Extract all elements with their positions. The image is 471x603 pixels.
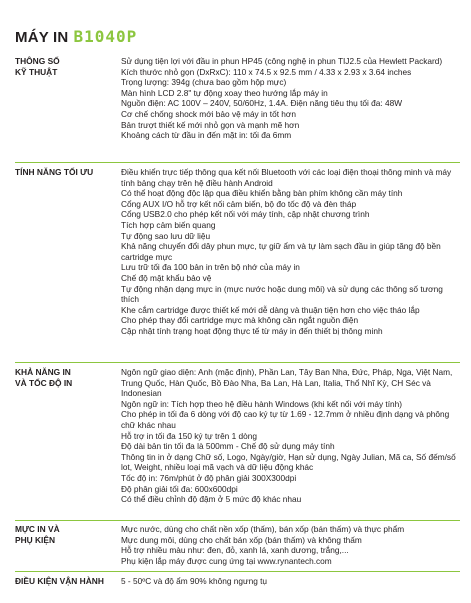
spec-line: Kích thước nhỏ gọn (DxRxC): 110 x 74.5 x 92.5 mm / 4.33 x 2.93 x 3.64 inches	[121, 66, 412, 77]
capability-line: Độ dài bản tin tối đa là 500mm - Chế độ sử dụng máy tính	[121, 441, 335, 452]
capability-line: Ngôn ngữ in: Tích hợp theo hệ điều hành Windows (khi kết nối với máy tính)	[121, 398, 403, 409]
section-body	[121, 576, 459, 587]
section-divider	[15, 362, 460, 363]
section-label	[15, 524, 120, 545]
label-line: MỰC IN VÀ	[15, 524, 60, 534]
feature-line: Khả năng chuyển đổi dây phun mực, tự giữ ẩm và tự làm sạch đầu in giúp tăng độ bền cartridge mực	[121, 241, 441, 262]
section-body	[121, 367, 459, 505]
capability-line: Tốc độ in: 76m/phút ở độ phân giải 300X300dpi	[121, 472, 297, 483]
capability-line: Độ phân giải tối đa: 600x600dpi	[121, 483, 238, 494]
section-label	[15, 56, 120, 77]
label-line: VÀ TỐC ĐỘ IN	[15, 377, 73, 388]
label-line: KHẢ NĂNG IN	[15, 367, 71, 377]
spec-line: Sử dụng tiện lợi với đầu in phun HP45 (công nghệ in phun TIJ2.5 của Hewlett Packard)	[121, 56, 443, 66]
page-title	[15, 27, 137, 47]
capability-line: Cho phép in tối đa 6 dòng với độ cao ký tự từ 1.69 - 12.7mm ở nhiều định dạng và phông chữ khác nhau	[121, 409, 450, 430]
ink-line: Mực nước, dùng cho chất nền xốp (thấm), bán xốp (bán thấm) và thực phẩm	[121, 524, 405, 534]
feature-line: Cập nhật tính trạng hoạt động thực tế từ máy in đến thiết bị thông minh	[121, 325, 383, 336]
title-prefix: MÁY IN	[15, 29, 69, 46]
feature-line: Cổng AUX I/O hỗ trợ kết nối cảm biến, bộ đo tốc độ và đèn tháp	[121, 198, 357, 209]
section-body	[121, 167, 459, 337]
ink-line: Hỗ trợ nhiều màu như: đen, đỏ, xanh lá, xanh dương, trắng,...	[121, 545, 349, 556]
label-line: ĐIỀU KIỆN VẬN HÀNH	[15, 576, 104, 586]
feature-line: Chế độ mật khẩu bảo vệ	[121, 272, 212, 283]
label-line: PHỤ KIỆN	[15, 534, 56, 545]
feature-line: Điều khiển trực tiếp thông qua kết nối Bluetooth với các loại điện thoại thông minh và máy tính bảng chạy trên hệ điều hành Android	[121, 167, 452, 188]
condition-line: 5 - 50ºC và độ ẩm 90% không ngưng tụ	[121, 576, 268, 586]
section-divider	[15, 571, 460, 572]
section-body	[121, 56, 459, 141]
section-label	[15, 576, 120, 587]
feature-line: Lưu trữ tối đa 100 bản in trên bộ nhớ của máy in	[121, 262, 300, 273]
model-code: B1040P	[73, 27, 138, 46]
feature-line: Tự động nhận dạng mực in (mực nước hoặc dung môi) và sử dụng các thông số tương thích	[121, 283, 443, 305]
label-line: THÔNG SỐ	[15, 56, 60, 66]
section-divider	[15, 162, 460, 163]
capability-line: Thông tin in ở dạng Chữ số, Logo, Ngày/giờ, Hạn sử dụng, Ngày Julian, Mã ca, Số đếm/số lot, Weight, nhiều loại mã vạch và dữ liệu động khác	[121, 451, 456, 473]
capability-line: Ngôn ngữ giao diện: Anh (mặc định), Phần Lan, Tây Ban Nha, Đức, Pháp, Nga, Việt Nam, Trung Quốc, Hàn Quốc, Bồ Đào Nha, Ba Lan, Hà Lan, Italia, Thổ Nhĩ Kỳ, CH Séc và Indonesian	[121, 367, 453, 399]
capability-line: Hỗ trợ in tối đa 150 ký tự trên 1 dòng	[121, 430, 257, 441]
spec-line: Trọng lượng: 394g (chưa bao gồm hộp mực)	[121, 77, 287, 88]
label-line: TÍNH NĂNG TỐI ƯU	[15, 167, 94, 177]
label-line: KỸ THUẬT	[15, 66, 58, 77]
feature-line: Khe cắm cartridge được thiết kế mới dễ dàng và thuận tiện hơn cho việc tháo lắp	[121, 304, 420, 315]
section-body	[121, 524, 459, 566]
feature-line: Tự động sao lưu dữ liệu	[121, 230, 211, 241]
section-label	[15, 167, 120, 178]
ink-line: Phụ kiện lắp máy được cung ứng tại www.rynantech.com	[121, 555, 332, 566]
feature-line: Cổng USB2.0 cho phép kết nối với máy tính, cập nhật chương trình	[121, 209, 370, 220]
section-divider	[15, 520, 460, 521]
capability-line: Có thể điều chỉnh độ đậm ở 5 mức độ khác nhau	[121, 494, 302, 505]
spec-line: Khoảng cách từ đầu in đến mặt in: tối đa 6mm	[121, 130, 292, 141]
spec-line: Cơ chế chống shock mới bảo vệ máy in tốt hơn	[121, 108, 296, 119]
ink-line: Mực dung môi, dùng cho chất bán xốp (bán thấm) và không thấm	[121, 534, 362, 545]
section-label	[15, 367, 120, 388]
feature-line: Cho phép thay đổi cartridge mực mà không cần ngắt nguồn điện	[121, 315, 359, 326]
spec-line: Bản trượt thiết kế mới nhỏ gọn và mạnh mẽ hơn	[121, 119, 300, 130]
spec-line: Màn hình LCD 2.8" tự động xoay theo hướng lắp máy in	[121, 87, 328, 98]
feature-line: Tích hợp cảm biến quang	[121, 219, 216, 230]
spec-line: Nguồn điện: AC 100V – 240V, 50/60Hz, 1.4A. Điện năng tiêu thụ tối đa: 48W	[121, 98, 403, 109]
feature-line: Có thể hoạt động độc lập qua điều khiển bằng bàn phím không cần máy tính	[121, 188, 403, 199]
